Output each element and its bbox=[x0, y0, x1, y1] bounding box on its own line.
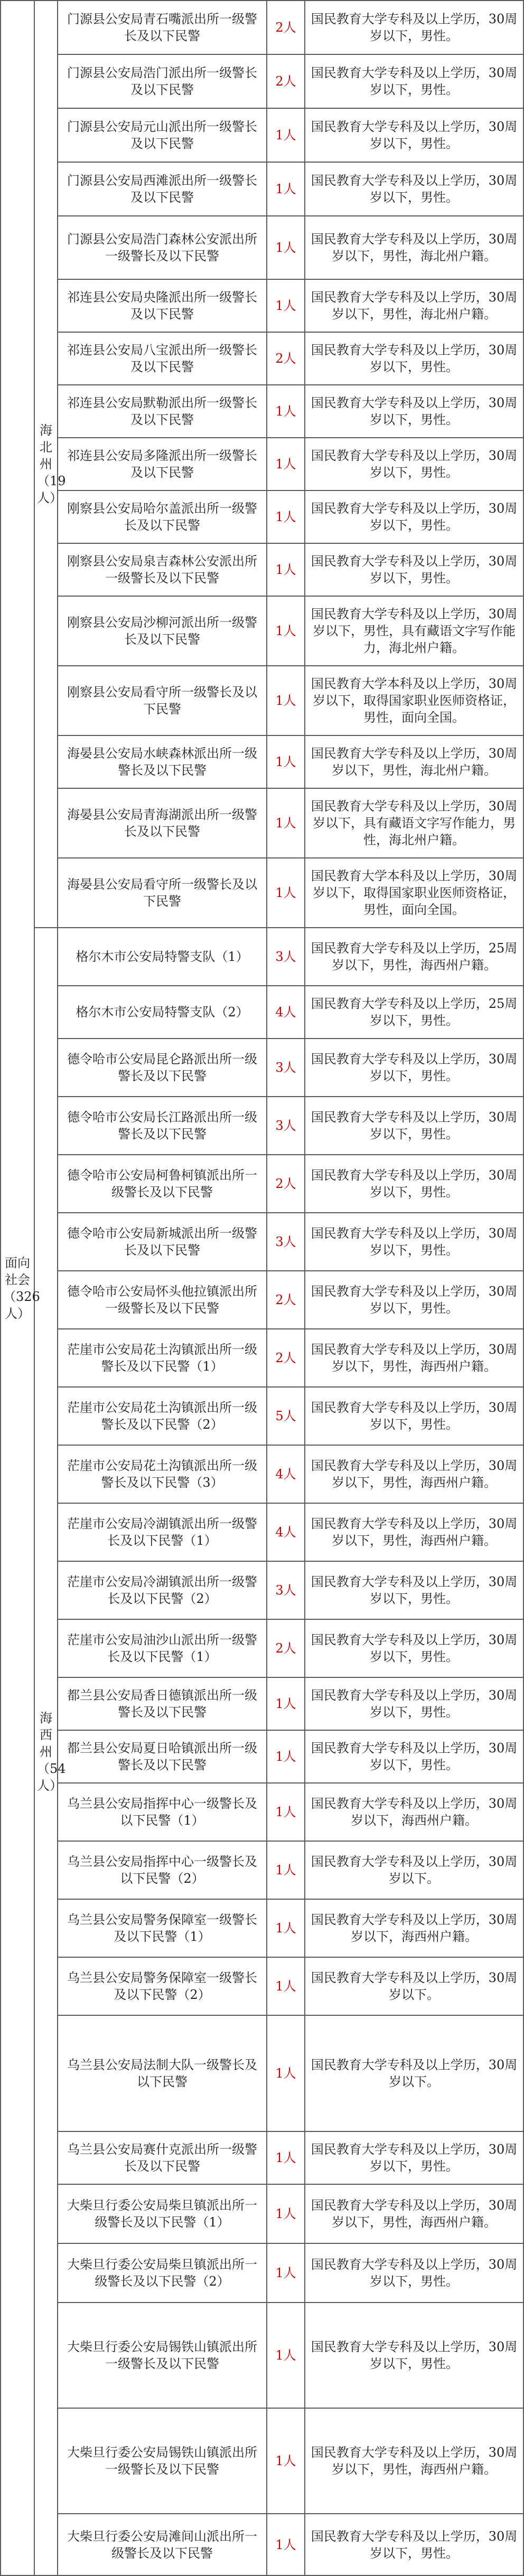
post-cell: 门源县公安局西滩派出所一级警长及以下民警 bbox=[58, 162, 267, 216]
post-cell: 门源县公安局浩门派出所一级警长及以下民警 bbox=[58, 54, 267, 108]
group-label-haibei: 海北州（19人） bbox=[37, 423, 66, 505]
table-row bbox=[1, 1271, 523, 1329]
table-row bbox=[1, 1677, 523, 1730]
requirement-cell: 国民教育大学专科及以上学历，30周岁以下，男性。 bbox=[305, 1155, 523, 1213]
count-cell: 1人 bbox=[267, 666, 305, 735]
count-cell: 1人 bbox=[267, 2514, 305, 2575]
table-row bbox=[1, 2408, 523, 2514]
post-cell: 德令哈市公安局昆仑路派出所一级警长及以下民警 bbox=[58, 1039, 267, 1097]
count-cell: 1人 bbox=[267, 1957, 305, 2015]
table-row bbox=[1, 986, 523, 1039]
post-cell: 茫崖市公安局油沙山派出所一级警长及以下民警（1） bbox=[58, 1619, 267, 1677]
post-cell: 茫崖市公安局冷湖镇派出所一级警长及以下民警（1） bbox=[58, 1503, 267, 1561]
post-cell: 海晏县公安局看守所一级警长及以下民警 bbox=[58, 858, 267, 928]
post-cell: 德令哈市公安局新城派出所一级警长及以下民警 bbox=[58, 1213, 267, 1271]
post-cell: 乌兰县公安局警务保障室一级警长及以下民警（2） bbox=[58, 1957, 267, 2015]
post-cell: 祁连县公安局八宝派出所一级警长及以下民警 bbox=[58, 332, 267, 385]
requirement-cell: 国民教育大学专科及以上学历，30周岁以下，男性。 bbox=[305, 490, 523, 543]
table-row bbox=[1, 54, 523, 108]
requirement-cell: 国民教育大学专科及以上学历，30周岁以下，男性。 bbox=[305, 1561, 523, 1619]
requirement-cell: 国民教育大学专科及以上学历，30周岁以下，男性。 bbox=[305, 2514, 523, 2575]
group-cell-haibei bbox=[34, 1, 66, 928]
post-cell: 门源县公安局青石嘴派出所一级警长及以下民警 bbox=[58, 1, 267, 54]
post-cell: 乌兰县公安局赛什克派出所一级警长及以下民警 bbox=[58, 2131, 267, 2184]
requirement-cell: 国民教育大学专科及以上学历，30周岁以下，男性。 bbox=[305, 2131, 523, 2184]
count-cell: 1人 bbox=[267, 1677, 305, 1730]
post-cell: 德令哈市公安局怀头他拉镇派出所一级警长及以下民警 bbox=[58, 1271, 267, 1329]
requirement-cell: 国民教育大学专科及以上学历，30周岁以下，海西州户籍。 bbox=[305, 1783, 523, 1841]
requirement-cell: 国民教育大学专科及以上学历，30周岁以下，男性，具有藏语文字写作能力，海北州户籍。 bbox=[305, 596, 523, 666]
post-cell: 刚察县公安局沙柳河派出所一级警长及以下民警 bbox=[58, 596, 267, 666]
post-cell: 大柴旦行委公安局滩间山派出所一级警长及以下民警 bbox=[58, 2514, 267, 2575]
table-row bbox=[1, 1039, 523, 1097]
count-cell: 1人 bbox=[267, 2015, 305, 2131]
table-row bbox=[1, 858, 523, 928]
requirement-cell: 国民教育大学专科及以上学历，30周岁以下，男性。 bbox=[305, 1097, 523, 1155]
count-cell: 3人 bbox=[267, 1097, 305, 1155]
post-cell: 格尔木市公安局特警支队（2） bbox=[58, 986, 267, 1039]
count-cell: 3人 bbox=[267, 1561, 305, 1619]
requirement-cell: 国民教育大学专科及以上学历，30周岁以下，男性，海西州户籍。 bbox=[305, 1329, 523, 1387]
post-cell: 茫崖市公安局冷湖镇派出所一级警长及以下民警（2） bbox=[58, 1561, 267, 1619]
count-cell: 1人 bbox=[267, 2131, 305, 2184]
table-row bbox=[1, 2184, 523, 2243]
requirement-cell: 国民教育大学专科及以上学历，30周岁以下，男性。 bbox=[305, 108, 523, 162]
requirement-cell: 国民教育大学专科及以上学历，30周岁以下，男性。 bbox=[305, 332, 523, 385]
table-row bbox=[1, 1957, 523, 2015]
table-row bbox=[1, 385, 523, 438]
table-row bbox=[1, 788, 523, 858]
table-row bbox=[1, 2303, 523, 2408]
table-row bbox=[1, 332, 523, 385]
table-row bbox=[1, 1213, 523, 1271]
table-row bbox=[1, 1503, 523, 1561]
post-cell: 大柴旦行委公安局锡铁山镇派出所一级警长及以下民警 bbox=[58, 2408, 267, 2514]
count-cell: 2人 bbox=[267, 1155, 305, 1213]
requirement-cell: 国民教育大学专科及以上学历，30周岁以下，男性。 bbox=[305, 54, 523, 108]
table-row bbox=[1, 2514, 523, 2575]
table-row bbox=[1, 1899, 523, 1957]
table-row bbox=[1, 1445, 523, 1503]
table-row bbox=[1, 1619, 523, 1677]
table-row bbox=[1, 1783, 523, 1841]
table-row bbox=[1, 666, 523, 735]
requirement-cell: 国民教育大学专科及以上学历，30周岁以下，男性。 bbox=[305, 2303, 523, 2408]
post-cell: 大柴旦行委公安局柴旦镇派出所一级警长及以下民警（2） bbox=[58, 2243, 267, 2303]
count-cell: 2人 bbox=[267, 54, 305, 108]
post-cell: 都兰县公安局夏日哈镇派出所一级警长及以下民警 bbox=[58, 1730, 267, 1783]
requirement-cell: 国民教育大学专科及以上学历，30周岁以下，具有藏语文字写作能力，男性，海北州户籍。 bbox=[305, 788, 523, 858]
requirement-cell: 国民教育大学专科及以上学历，30周岁以下，男性。 bbox=[305, 438, 523, 490]
count-cell: 1人 bbox=[267, 1899, 305, 1957]
table-row bbox=[1, 108, 523, 162]
count-cell: 3人 bbox=[267, 1213, 305, 1271]
group-label-top: 面向社会（326人） bbox=[3, 1255, 40, 1321]
table-row bbox=[1, 1387, 523, 1445]
count-cell: 1人 bbox=[267, 279, 305, 332]
count-cell: 1人 bbox=[267, 543, 305, 596]
requirement-cell: 国民教育大学专科及以上学历，30周岁以下，男性。 bbox=[305, 1, 523, 54]
table-row bbox=[1, 1730, 523, 1783]
requirement-cell: 国民教育大学专科及以上学历，30周岁以下，男性。 bbox=[305, 1387, 523, 1445]
post-cell: 格尔木市公安局特警支队（1） bbox=[58, 928, 267, 986]
post-cell: 茫崖市公安局花土沟镇派出所一级警长及以下民警（1） bbox=[58, 1329, 267, 1387]
group-label-haixi: 海西州（54人） bbox=[37, 1710, 66, 1793]
count-cell: 1人 bbox=[267, 1730, 305, 1783]
count-cell: 5人 bbox=[267, 1387, 305, 1445]
group-cell-haixi bbox=[34, 928, 66, 2575]
post-cell: 刚察县公安局看守所一级警长及以下民警 bbox=[58, 666, 267, 735]
requirement-cell: 国民教育大学专科及以上学历，30周岁以下，男性。 bbox=[305, 1730, 523, 1783]
requirement-cell: 国民教育大学专科及以上学历，30周岁以下，男性，海西州户籍。 bbox=[305, 2408, 523, 2514]
table-row bbox=[1, 543, 523, 596]
requirement-cell: 国民教育大学专科及以上学历，30周岁以下，男性。 bbox=[305, 1677, 523, 1730]
post-cell: 都兰县公安局香日德镇派出所一级警长及以下民警 bbox=[58, 1677, 267, 1730]
table-row bbox=[1, 162, 523, 216]
post-cell: 海晏县公安局水峡森林派出所一级警长及以下民警 bbox=[58, 735, 267, 788]
count-cell: 2人 bbox=[267, 332, 305, 385]
post-cell: 刚察县公安局哈尔盖派出所一级警长及以下民警 bbox=[58, 490, 267, 543]
requirement-cell: 国民教育大学专科及以上学历，30周岁以下，男性，海西州户籍。 bbox=[305, 1503, 523, 1561]
count-cell: 3人 bbox=[267, 1039, 305, 1097]
post-cell: 祁连县公安局央隆派出所一级警长及以下民警 bbox=[58, 279, 267, 332]
table-row bbox=[1, 1, 523, 54]
table-row bbox=[1, 928, 523, 986]
count-cell: 1人 bbox=[267, 858, 305, 928]
table-row bbox=[1, 1561, 523, 1619]
count-cell: 1人 bbox=[267, 438, 305, 490]
count-cell: 2人 bbox=[267, 1329, 305, 1387]
table-row bbox=[1, 2243, 523, 2303]
count-cell: 2人 bbox=[267, 1, 305, 54]
table-row bbox=[1, 1155, 523, 1213]
requirement-cell: 国民教育大学专科及以上学历，30周岁以下，男性。 bbox=[305, 1039, 523, 1097]
count-cell: 1人 bbox=[267, 108, 305, 162]
table-row bbox=[1, 1841, 523, 1899]
count-cell: 4人 bbox=[267, 986, 305, 1039]
requirement-cell: 国民教育大学专科及以上学历，30周岁以下，男性，海西州户籍。 bbox=[305, 1445, 523, 1503]
table-row bbox=[1, 1329, 523, 1387]
requirement-cell: 国民教育大学专科及以上学历，30周岁以下，男性，海北州户籍。 bbox=[305, 735, 523, 788]
count-cell: 4人 bbox=[267, 1503, 305, 1561]
count-cell: 1人 bbox=[267, 596, 305, 666]
post-cell: 大柴旦行委公安局锡铁山镇派出所一级警长及以下民警 bbox=[58, 2303, 267, 2408]
count-cell: 1人 bbox=[267, 216, 305, 279]
count-cell: 1人 bbox=[267, 490, 305, 543]
post-cell: 德令哈市公安局长江路派出所一级警长及以下民警 bbox=[58, 1097, 267, 1155]
post-cell: 乌兰县公安局指挥中心一级警长及以下民警（2） bbox=[58, 1841, 267, 1899]
requirement-cell: 国民教育大学专科及以上学历，25周岁以下，男性，海西州户籍。 bbox=[305, 928, 523, 986]
requirement-cell: 国民教育大学专科及以上学历，30周岁以下，男性。 bbox=[305, 1213, 523, 1271]
post-cell: 乌兰县公安局警务保障室一级警长及以下民警（1） bbox=[58, 1899, 267, 1957]
count-cell: 1人 bbox=[267, 735, 305, 788]
count-cell: 1人 bbox=[267, 1841, 305, 1899]
post-cell: 德令哈市公安局柯鲁柯镇派出所一级警长及以下民警 bbox=[58, 1155, 267, 1213]
post-cell: 门源县公安局浩门森林公安派出所一级警长及以下民警 bbox=[58, 216, 267, 279]
requirement-cell: 国民教育大学专科及以上学历，30周岁以下，男性。 bbox=[305, 1271, 523, 1329]
count-cell: 1人 bbox=[267, 788, 305, 858]
count-cell: 1人 bbox=[267, 1783, 305, 1841]
post-cell: 茫崖市公安局花土沟镇派出所一级警长及以下民警（3） bbox=[58, 1445, 267, 1503]
post-cell: 乌兰县公安局法制大队一级警长及以下民警 bbox=[58, 2015, 267, 2131]
post-cell: 海晏县公安局青海湖派出所一级警长及以下民警 bbox=[58, 788, 267, 858]
requirement-cell: 国民教育大学专科及以上学历，25周岁以下，男性。 bbox=[305, 986, 523, 1039]
table-row bbox=[1, 1097, 523, 1155]
requirement-cell: 国民教育大学专科及以上学历，30周岁以下。 bbox=[305, 1841, 523, 1899]
count-cell: 1人 bbox=[267, 2243, 305, 2303]
requirement-cell: 国民教育大学专科及以上学历，30周岁以下，男性。 bbox=[305, 1619, 523, 1677]
table-body bbox=[1, 1, 523, 2575]
table-row bbox=[1, 735, 523, 788]
count-cell: 1人 bbox=[267, 2184, 305, 2243]
requirement-cell: 国民教育大学专科及以上学历，30周岁以下，男性，海西州户籍。 bbox=[305, 2184, 523, 2243]
post-cell: 乌兰县公安局指挥中心一级警长及以下民警（1） bbox=[58, 1783, 267, 1841]
post-cell: 门源县公安局元山派出所一级警长及以下民警 bbox=[58, 108, 267, 162]
requirement-cell: 国民教育大学专科及以上学历，30周岁以下，男性。 bbox=[305, 162, 523, 216]
count-cell: 3人 bbox=[267, 928, 305, 986]
post-cell: 祁连县公安局多隆派出所一级警长及以下民警 bbox=[58, 438, 267, 490]
count-cell: 1人 bbox=[267, 162, 305, 216]
count-cell: 2人 bbox=[267, 1619, 305, 1677]
group-cell-top bbox=[1, 1, 40, 2575]
requirement-cell: 国民教育大学专科及以上学历，30周岁以下。 bbox=[305, 1957, 523, 2015]
requirement-cell: 国民教育大学专科及以上学历，30周岁以下，海西州户籍。 bbox=[305, 1899, 523, 1957]
table-row bbox=[1, 438, 523, 490]
post-cell: 刚察县公安局泉吉森林公安派出所一级警长及以下民警 bbox=[58, 543, 267, 596]
table-row bbox=[1, 2131, 523, 2184]
table-row bbox=[1, 216, 523, 279]
table-row bbox=[1, 279, 523, 332]
post-cell: 茫崖市公安局花土沟镇派出所一级警长及以下民警（2） bbox=[58, 1387, 267, 1445]
requirement-cell: 国民教育大学专科及以上学历，30周岁以下，男性，海北州户籍。 bbox=[305, 216, 523, 279]
count-cell: 2人 bbox=[267, 1271, 305, 1329]
post-cell: 祁连县公安局默勒派出所一级警长及以下民警 bbox=[58, 385, 267, 438]
table-row bbox=[1, 490, 523, 543]
requirement-cell: 国民教育大学专科及以上学历，30周岁以下，男性。 bbox=[305, 385, 523, 438]
table-row bbox=[1, 2015, 523, 2131]
requirement-cell: 国民教育大学专科及以上学历，30周岁以下，男性。 bbox=[305, 543, 523, 596]
table-row bbox=[1, 596, 523, 666]
requirement-cell: 国民教育大学本科及以上学历，30周岁以下，取得国家职业医师资格证，男性，面向全国。 bbox=[305, 666, 523, 735]
count-cell: 1人 bbox=[267, 2303, 305, 2408]
requirement-cell: 国民教育大学专科及以上学历，30周岁以下，男性。 bbox=[305, 2243, 523, 2303]
requirement-cell: 国民教育大学专科及以上学历，30周岁以下。 bbox=[305, 2015, 523, 2131]
count-cell: 1人 bbox=[267, 2408, 305, 2514]
count-cell: 1人 bbox=[267, 385, 305, 438]
requirement-cell: 国民教育大学本科及以上学历，30周岁以下，取得国家职业医师资格证，男性，面向全国。 bbox=[305, 858, 523, 928]
post-cell: 大柴旦行委公安局柴旦镇派出所一级警长及以下民警（1） bbox=[58, 2184, 267, 2243]
requirement-cell: 国民教育大学专科及以上学历，30周岁以下，男性，海北州户籍。 bbox=[305, 279, 523, 332]
count-cell: 4人 bbox=[267, 1445, 305, 1503]
